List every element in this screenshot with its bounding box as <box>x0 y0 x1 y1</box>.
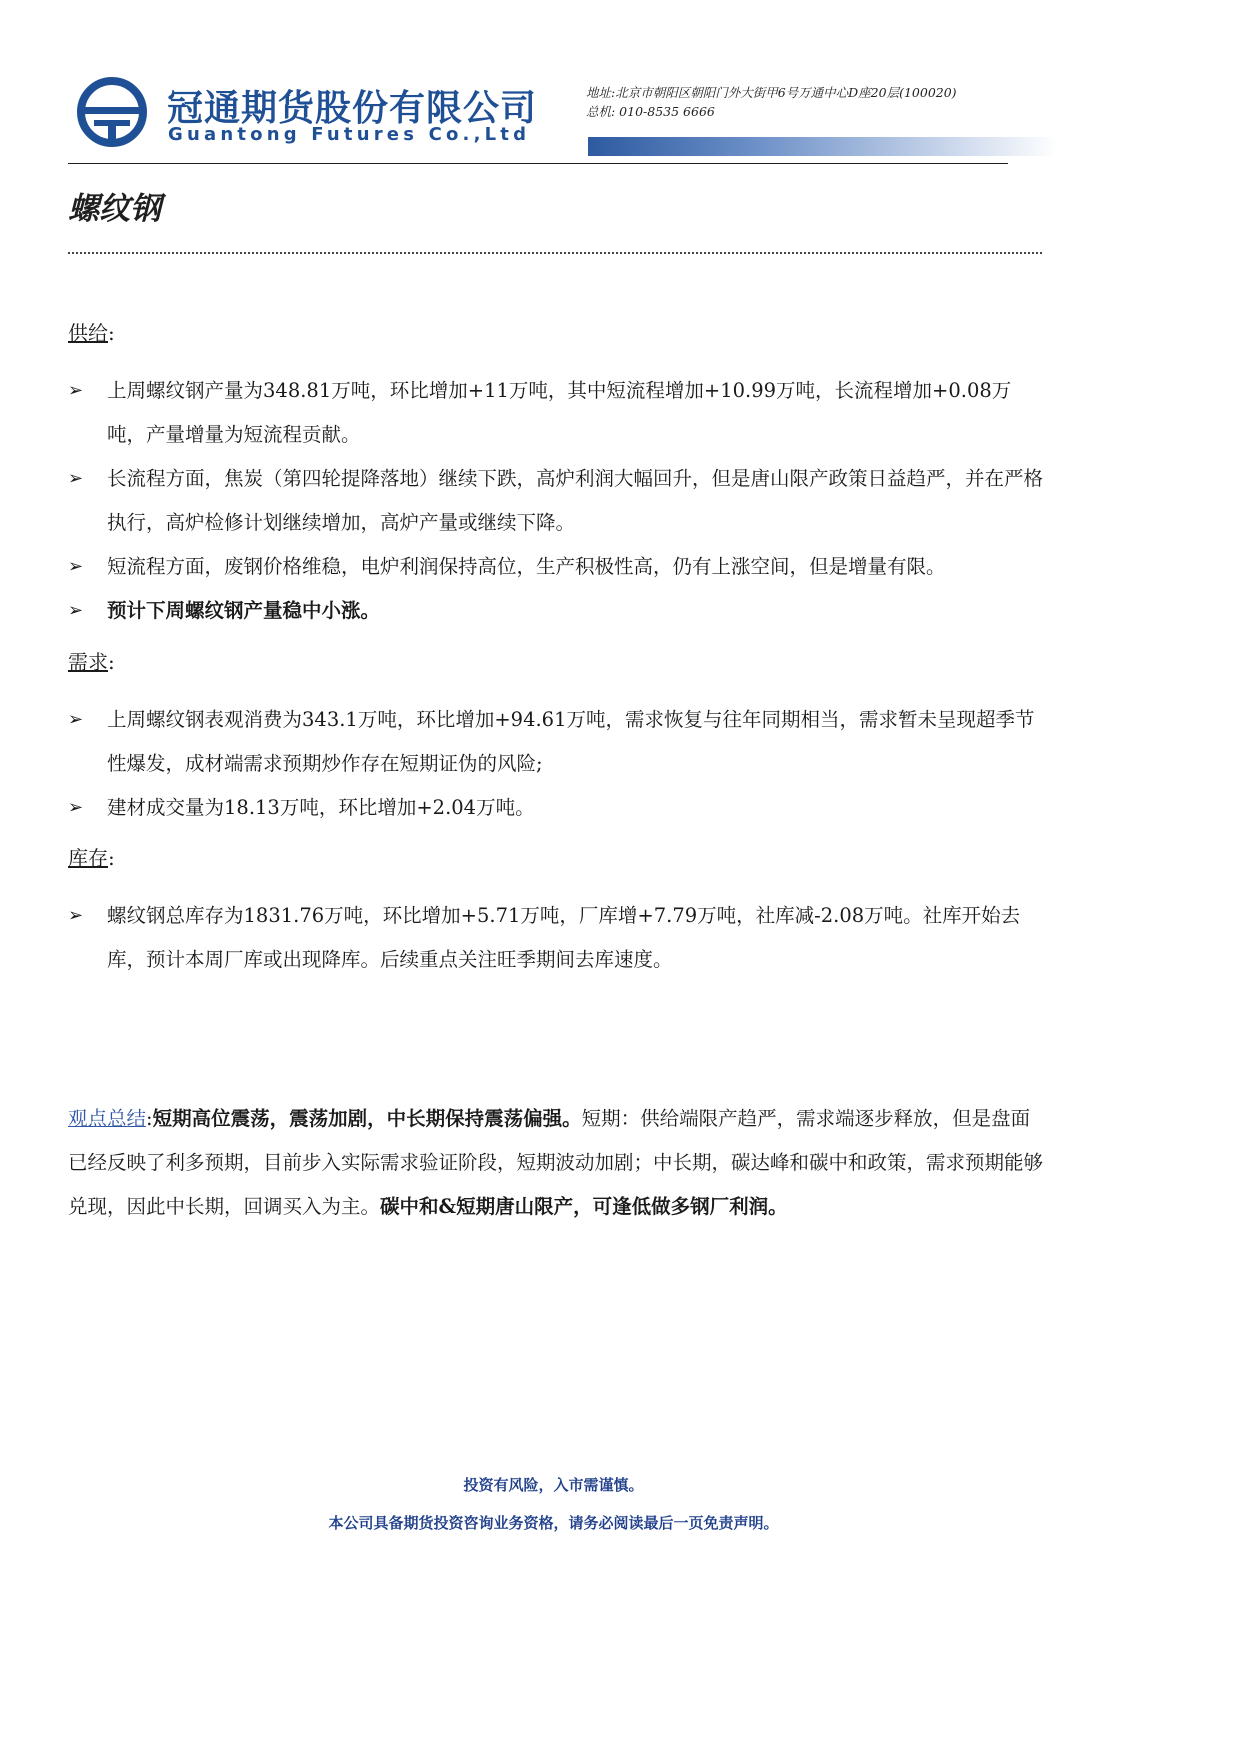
contact-info <box>586 83 957 121</box>
arrowhead-bullet-icon: ➢ <box>68 468 84 489</box>
section-heading-supply <box>68 319 1043 347</box>
demand-section <box>68 648 1043 830</box>
supply-heading-label: 供给 <box>68 321 108 345</box>
summary-label: 观点总结 <box>68 1107 147 1130</box>
summary-bold-tail: 碳中和&短期唐山限产，可逢低做多钢厂利润。 <box>380 1195 788 1218</box>
list-item <box>68 369 1043 457</box>
supply-section <box>68 319 1043 633</box>
summary-paragraph <box>68 1097 1043 1229</box>
supply-item-4: 预计下周螺纹钢产量稳中小涨。 <box>107 599 381 622</box>
list-item <box>68 786 1043 830</box>
list-item <box>68 545 1043 589</box>
phone: 总机: 010-8535 6666 <box>586 104 715 119</box>
footer-risk-warning: 投资有风险，入市需谨慎。 <box>463 1476 644 1494</box>
inventory-item-1: 螺纹钢总库存为1831.76万吨，环比增加+5.71万吨，厂库增+7.79万吨，社库减-2.08万吨。社库开始去库，预计本周厂库或出现降库。后续重点关注旺季期间去库速度。 <box>107 904 1021 971</box>
demand-heading-label: 需求 <box>68 650 108 674</box>
demand-item-1: 上周螺纹钢表观消费为343.1万吨，环比增加+94.61万吨，需求恢复与往年同期相当，需求暂未呈现超季节性爆发，成材端需求预期炒作存在短期证伪的风险; <box>107 708 1035 775</box>
arrowhead-bullet-icon: ➢ <box>68 905 84 926</box>
arrowhead-bullet-icon: ➢ <box>68 556 84 577</box>
document-title: 螺纹钢 <box>68 191 161 227</box>
arrowhead-bullet-icon: ➢ <box>68 380 84 401</box>
section-heading-inventory <box>68 844 1043 872</box>
inventory-heading-colon: : <box>108 846 115 870</box>
supply-item-2: 长流程方面，焦炭（第四轮提降落地）继续下跌，高炉利润大幅回升，但是唐山限产政策日益趋严，并在严格执行，高炉检修计划继续增加，高炉产量或继续下降。 <box>107 467 1044 534</box>
header-gradient-bar <box>588 137 1058 156</box>
guantong-logo-icon <box>76 76 148 148</box>
demand-list <box>68 698 1043 830</box>
supply-list <box>68 369 1043 633</box>
arrowhead-bullet-icon: ➢ <box>68 797 84 818</box>
supply-heading-colon: : <box>108 321 115 345</box>
title-divider <box>68 252 1042 254</box>
supply-item-1: 上周螺纹钢产量为348.81万吨，环比增加+11万吨，其中短流程增加+10.99万吨，长流程增加+0.08万吨，产量增量为短流程贡献。 <box>107 379 1012 446</box>
section-heading-demand <box>68 648 1043 676</box>
inventory-heading-label: 库存 <box>68 846 108 870</box>
summary-bold-lead: 短期高位震荡，震荡加剧，中长期保持震荡偏强。 <box>152 1107 582 1130</box>
arrowhead-bullet-icon: ➢ <box>68 709 84 730</box>
company-name-cn: 冠通期货股份有限公司 <box>167 88 538 129</box>
arrowhead-bullet-icon: ➢ <box>68 600 84 621</box>
company-name-en: Guantong Futures Co.,Ltd <box>168 124 531 145</box>
address: 地址:北京市朝阳区朝阳门外大街甲6号万通中心D座20层(100020) <box>586 85 957 100</box>
supply-item-3: 短流程方面，废钢价格维稳，电炉利润保持高位，生产积极性高，仍有上涨空间，但是增量有限。 <box>107 555 946 578</box>
list-item <box>68 457 1043 545</box>
page-header <box>0 0 1107 170</box>
inventory-list <box>68 894 1043 982</box>
list-item <box>68 698 1043 786</box>
summary-colon: : <box>146 1107 153 1130</box>
footer-disclaimer: 本公司具备期货投资咨询业务资格，请务必阅读最后一页免责声明。 <box>328 1514 779 1532</box>
demand-heading-colon: : <box>108 650 115 674</box>
header-rule <box>68 163 1008 164</box>
inventory-section <box>68 844 1043 982</box>
demand-item-2: 建材成交量为18.13万吨，环比增加+2.04万吨。 <box>107 796 535 819</box>
list-item <box>68 894 1043 982</box>
summary-body: 短期：供给端限产趋严，需求端逐步释放，但是盘面已经反映了利多预期，目前步入实际需求验证阶段，短期波动加剧；中长期，碳达峰和碳中和政策，需求预期能够兑现，因此中长期，回调买入为主。 <box>68 1107 1044 1218</box>
list-item <box>68 589 1043 633</box>
